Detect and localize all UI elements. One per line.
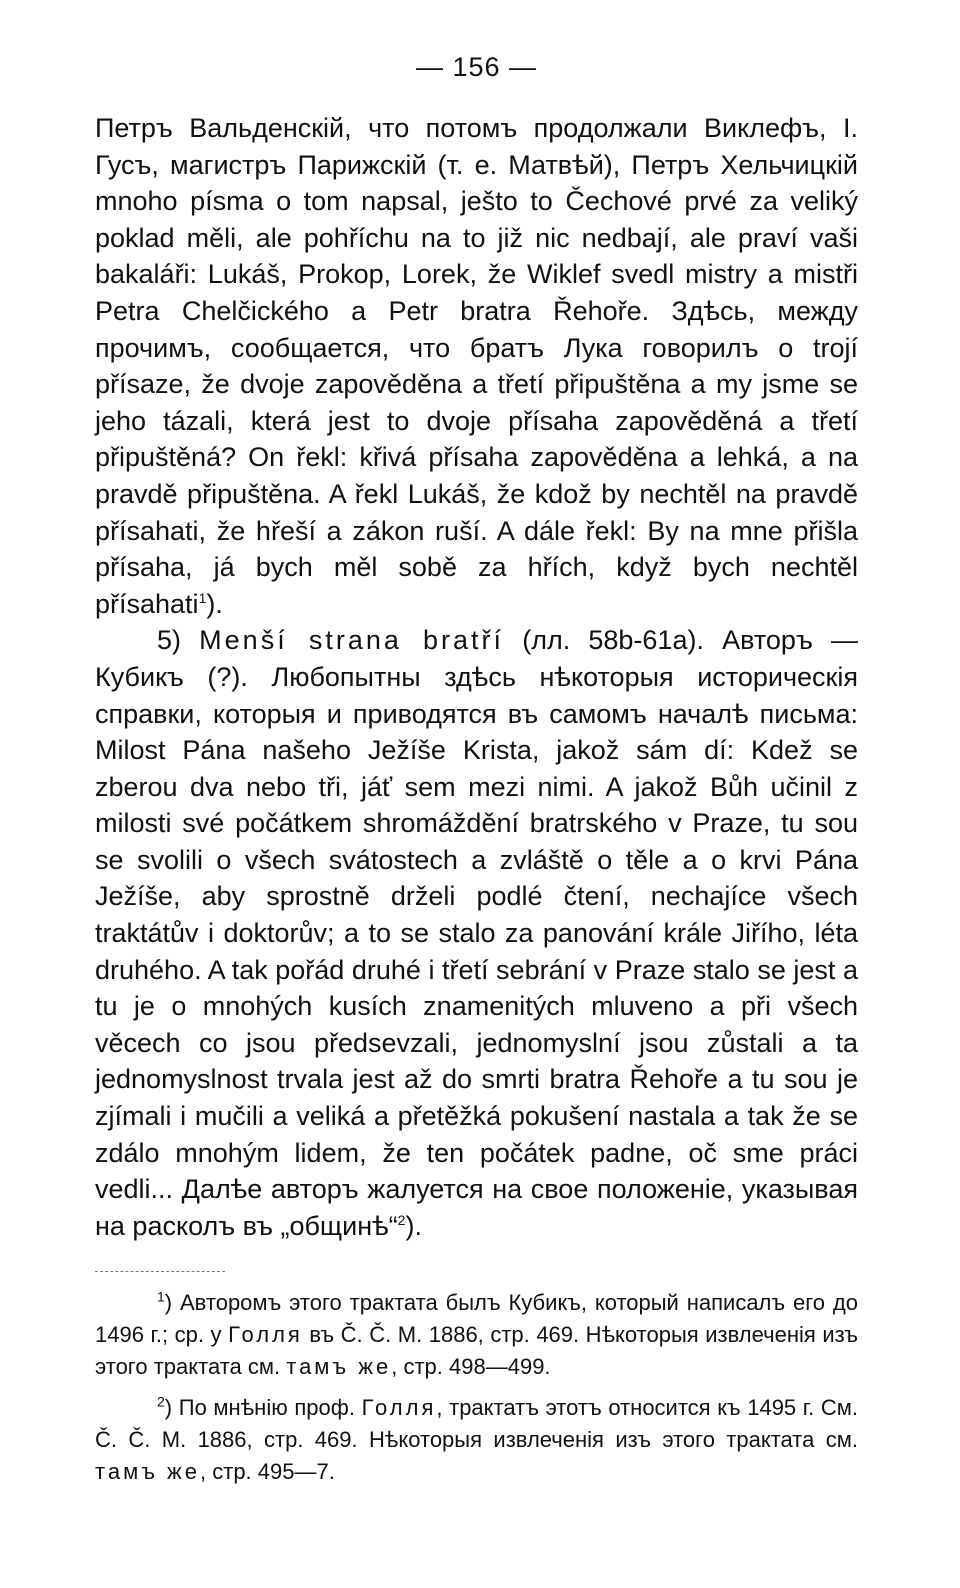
- body-text: [95, 110, 858, 1244]
- footnote-divider: [95, 1271, 225, 1272]
- footnote-1-before: ) Авторомъ этого трактата былъ Кубикъ, который написалъ его до 1496 г.; ср. у: [95, 1290, 858, 1347]
- paragraph-2-number: 5): [157, 625, 182, 656]
- footnote-1-middle: въ Č. Č. M. 1886, стр. 469. Нѣкоторыя извлеченія изъ этого трактата см.: [95, 1322, 858, 1379]
- footnote-1-spaced-name: Голля: [228, 1322, 303, 1347]
- footnote-2-before: ) По мнѣнію проф.: [164, 1395, 355, 1420]
- paragraph-2-spaced-title: Menší strana bratří: [199, 625, 505, 656]
- paragraph-1-tail: ).: [206, 588, 223, 619]
- footnote-2: [95, 1392, 858, 1488]
- footnote-1-mark: 1: [157, 1288, 165, 1305]
- footnote-2-spaced-name: Голля: [361, 1395, 437, 1420]
- footnotes: [95, 1287, 858, 1497]
- paragraph-2-tail: ).: [405, 1210, 422, 1241]
- footnote-ref-1: 1: [198, 589, 207, 606]
- footnote-1-spaced-ref: тамъ же: [286, 1354, 392, 1379]
- page-number: — 156 —: [415, 52, 538, 82]
- paragraph-1-text: Петръ Вальденскій, что потомъ продолжали Виклефъ, I. Гусъ, магистръ Парижскій (т. е. Матвѣй), Петръ Хельчицкій mnoho písma o tom napsal, ješto to Čechové prvé za veliký poklad měli, ale pohříchu na to již nic nedbají, ale praví vaši bakaláři: Lukáš, Prokop, Lorek, že Wiklef svedl mistry a mistři Petra Chelčického a Petr bratra Řehoře. Здѣсь, между прочимъ, сообщается, что братъ Лука говорилъ о trojí přísaze, že dvoje zapověděna a třetí připuštěna a my jsme se jeho tázali, která jest to dvoje přísaha zapověděná a třetí připuštěná? On řekl: křivá přísaha zapověděna a lehká, a na pravdě připuštěna. A řekl Lukáš, že kdož by nechtěl na pravdě přísahati, že hřeší a zákon ruší. A dále řekl: By na mne přišla přísaha, já bych měl sobě za hřích, když bych nechtěl přísahati: [95, 113, 858, 619]
- footnote-2-middle: , трактатъ этотъ относится къ 1495 г. См. Č. Č. M. 1886, стр. 469. Нѣкоторыя извлеченія изъ этого трактата см.: [95, 1395, 858, 1452]
- footnote-2-mark: 2: [157, 1393, 165, 1410]
- paragraph-2: [95, 622, 858, 1244]
- footnote-1: [95, 1287, 858, 1383]
- paragraph-2-text: (лл. 58b-61a). Авторъ — Кубикъ (?). Любопытны здѣсь нѣкоторыя историческія справки, которыя и приводятся въ самомъ началѣ письма: Milost Pána našeho Ježíše Krista, jakož sám dí: Kdež se zberou dva nebo tři, jáť sem mezi nimi. A jakož Bůh učinil z milosti své počátkem shromáždění bratrského v Praze, tu sou se svolili o všech svátostech a zvláště o těle a o krvi Pána Ježíše, aby sprostně drželi podlé čtení, nechajíce všech traktátův i doktorův; a to se stalo za panování krále Jiřího, léta druhého. A tak pořád druhé i třetí sebrání v Praze stalo se jest a tu je o mnohých kusích znamenitých mluveno a při všech věcech co jsou předsevzali, jednomyslní jsou zůstali a ta jednomyslnost trvala jest až do smrti bratra Řehoře a tu sou je zjímali i mučili a veliká a přetěžká pokušení nastala a tak že se zdálo mnohým lidem, že ten počátek padne, oč sme práci vedli... Далѣе авторъ жалуется на свое положеніе, указывая на расколъ въ „общинѣ“: [95, 625, 858, 1241]
- footnote-1-after: , стр. 498—499.: [391, 1354, 551, 1379]
- footnote-2-after: , стр. 495—7.: [200, 1459, 335, 1484]
- paragraph-1: [95, 110, 858, 622]
- footnote-2-spaced-ref: тамъ же: [95, 1459, 201, 1484]
- footnote-ref-2: 2: [397, 1211, 406, 1228]
